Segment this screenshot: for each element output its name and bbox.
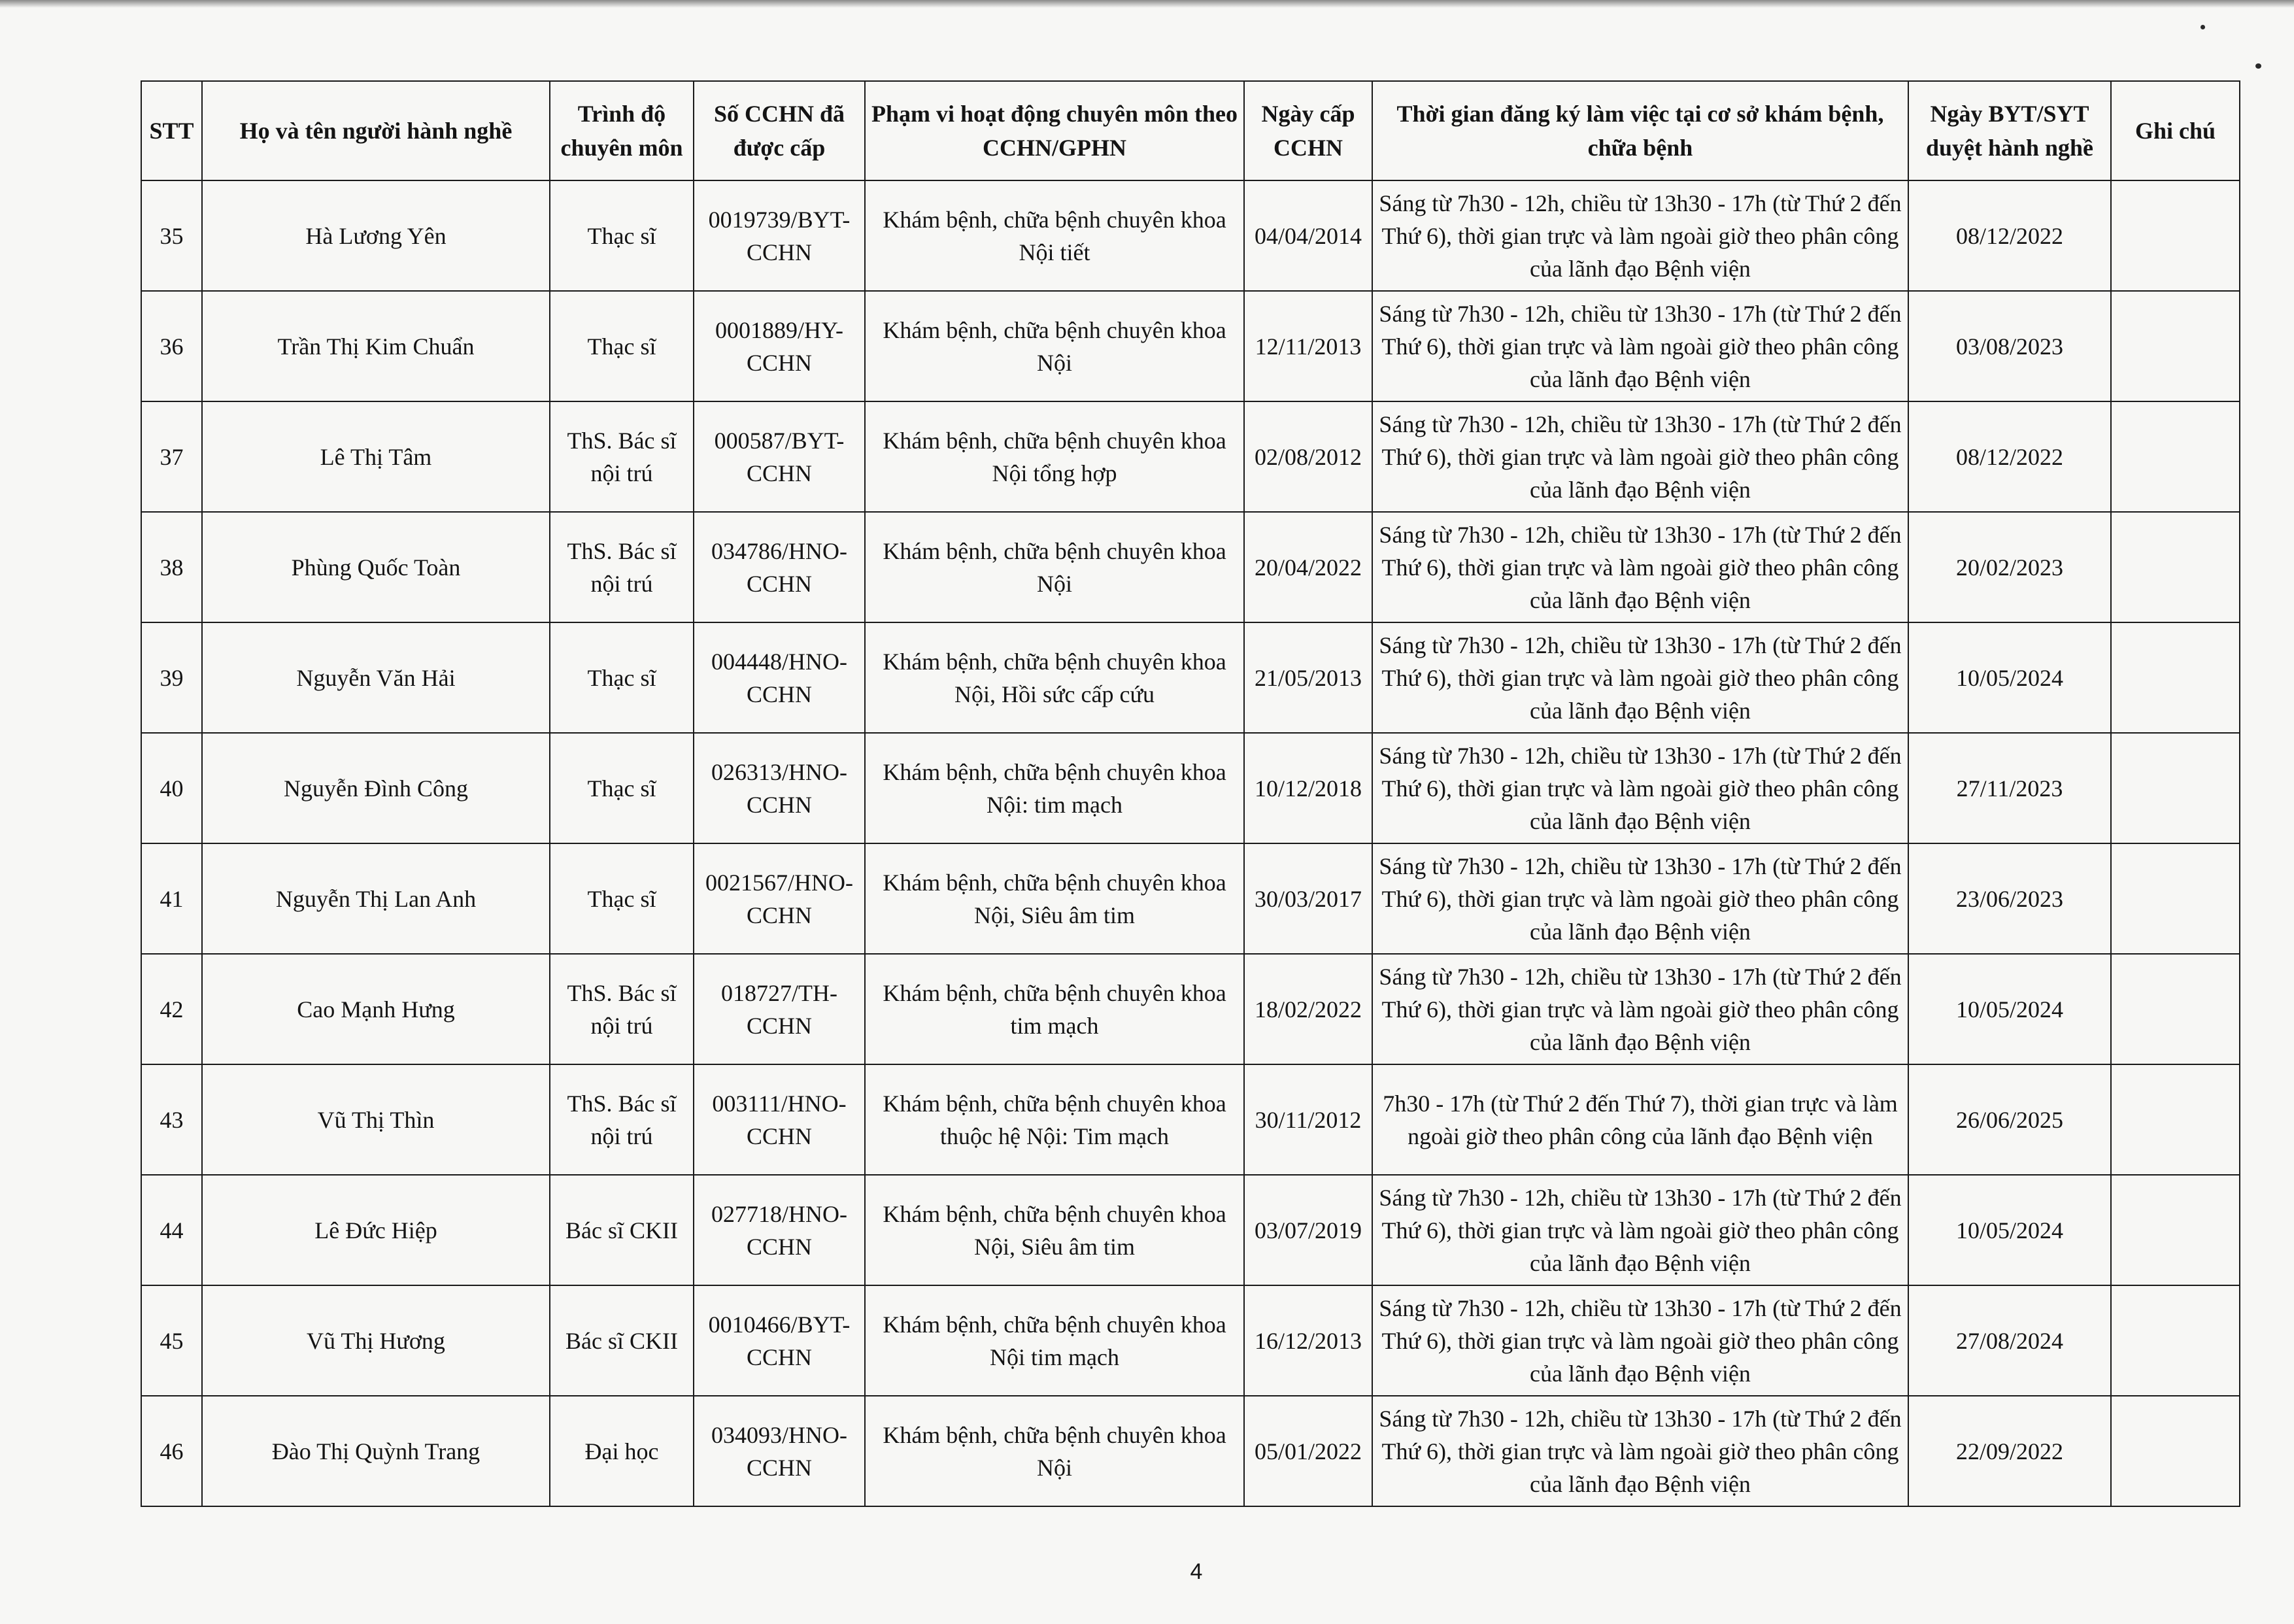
cell-issue-date: 20/04/2022 bbox=[1244, 512, 1372, 622]
cell-name: Nguyễn Thị Lan Anh bbox=[202, 843, 550, 954]
table-row bbox=[141, 1285, 2240, 1396]
cell-qualification: ThS. Bác sĩ nội trú bbox=[550, 401, 694, 512]
cell-scope: Khám bệnh, chữa bệnh chuyên khoa Nội tiết bbox=[865, 180, 1244, 291]
cell-stt: 43 bbox=[141, 1064, 202, 1175]
cell-scope: Khám bệnh, chữa bệnh chuyên khoa Nội, Siêu âm tim bbox=[865, 843, 1244, 954]
cell-qualification: Thạc sĩ bbox=[550, 291, 694, 401]
cell-approval: 03/08/2023 bbox=[1908, 291, 2111, 401]
cell-qualification: ThS. Bác sĩ nội trú bbox=[550, 512, 694, 622]
cell-issue-date: 03/07/2019 bbox=[1244, 1175, 1372, 1285]
cell-issue-date: 02/08/2012 bbox=[1244, 401, 1372, 512]
cell-issue-date: 10/12/2018 bbox=[1244, 733, 1372, 843]
cell-qualification: Thạc sĩ bbox=[550, 843, 694, 954]
cell-stt: 44 bbox=[141, 1175, 202, 1285]
cell-issue-date: 05/01/2022 bbox=[1244, 1396, 1372, 1506]
cell-issue-date: 30/03/2017 bbox=[1244, 843, 1372, 954]
table-row bbox=[141, 512, 2240, 622]
cell-stt: 45 bbox=[141, 1285, 202, 1396]
cell-note bbox=[2111, 954, 2240, 1064]
cell-approval: 10/05/2024 bbox=[1908, 1175, 2111, 1285]
cell-stt: 35 bbox=[141, 180, 202, 291]
cell-name: Vũ Thị Hương bbox=[202, 1285, 550, 1396]
cell-schedule: Sáng từ 7h30 - 12h, chiều từ 13h30 - 17h (từ Thứ 2 đến Thứ 6), thời gian trực và làm ngoài giờ theo phân công của lãnh đạo Bệnh viện bbox=[1372, 622, 1908, 733]
cell-name: Đào Thị Quỳnh Trang bbox=[202, 1396, 550, 1506]
cell-schedule: Sáng từ 7h30 - 12h, chiều từ 13h30 - 17h (từ Thứ 2 đến Thứ 6), thời gian trực và làm ngoài giờ theo phân công của lãnh đạo Bệnh viện bbox=[1372, 1396, 1908, 1506]
cell-license: 0010466/BYT-CCHN bbox=[694, 1285, 865, 1396]
cell-approval: 10/05/2024 bbox=[1908, 622, 2111, 733]
cell-note bbox=[2111, 1175, 2240, 1285]
cell-schedule: Sáng từ 7h30 - 12h, chiều từ 13h30 - 17h (từ Thứ 2 đến Thứ 6), thời gian trực và làm ngoài giờ theo phân công của lãnh đạo Bệnh viện bbox=[1372, 1175, 1908, 1285]
cell-name: Phùng Quốc Toàn bbox=[202, 512, 550, 622]
cell-issue-date: 30/11/2012 bbox=[1244, 1064, 1372, 1175]
cell-issue-date: 16/12/2013 bbox=[1244, 1285, 1372, 1396]
cell-qualification: ThS. Bác sĩ nội trú bbox=[550, 1064, 694, 1175]
header-scope: Phạm vi hoạt động chuyên môn theo CCHN/GPHN bbox=[865, 81, 1244, 180]
cell-schedule: Sáng từ 7h30 - 12h, chiều từ 13h30 - 17h (từ Thứ 2 đến Thứ 6), thời gian trực và làm ngoài giờ theo phân công của lãnh đạo Bệnh viện bbox=[1372, 843, 1908, 954]
cell-license: 003111/HNO-CCHN bbox=[694, 1064, 865, 1175]
cell-name: Trần Thị Kim Chuẩn bbox=[202, 291, 550, 401]
page-number: 4 bbox=[1190, 1559, 1203, 1584]
practitioners-table bbox=[141, 80, 2240, 1507]
cell-issue-date: 12/11/2013 bbox=[1244, 291, 1372, 401]
cell-name: Hà Lương Yên bbox=[202, 180, 550, 291]
cell-schedule: Sáng từ 7h30 - 12h, chiều từ 13h30 - 17h (từ Thứ 2 đến Thứ 6), thời gian trực và làm ngoài giờ theo phân công của lãnh đạo Bệnh viện bbox=[1372, 512, 1908, 622]
cell-qualification: Thạc sĩ bbox=[550, 180, 694, 291]
scan-speck bbox=[2201, 25, 2205, 29]
cell-license: 034786/HNO-CCHN bbox=[694, 512, 865, 622]
cell-qualification: Bác sĩ CKII bbox=[550, 1285, 694, 1396]
cell-stt: 37 bbox=[141, 401, 202, 512]
scan-speck bbox=[2255, 63, 2261, 69]
cell-qualification: ThS. Bác sĩ nội trú bbox=[550, 954, 694, 1064]
cell-approval: 26/06/2025 bbox=[1908, 1064, 2111, 1175]
cell-note bbox=[2111, 1396, 2240, 1506]
cell-license: 0019739/BYT-CCHN bbox=[694, 180, 865, 291]
header-approval: Ngày BYT/SYT duyệt hành nghề bbox=[1908, 81, 2111, 180]
table-row bbox=[141, 843, 2240, 954]
header-row bbox=[141, 81, 2240, 180]
header-schedule: Thời gian đăng ký làm việc tại cơ sở khám bệnh, chữa bệnh bbox=[1372, 81, 1908, 180]
cell-name: Nguyễn Đình Công bbox=[202, 733, 550, 843]
cell-schedule: Sáng từ 7h30 - 12h, chiều từ 13h30 - 17h (từ Thứ 2 đến Thứ 6), thời gian trực và làm ngoài giờ theo phân công của lãnh đạo Bệnh viện bbox=[1372, 954, 1908, 1064]
cell-name: Lê Đức Hiệp bbox=[202, 1175, 550, 1285]
cell-note bbox=[2111, 622, 2240, 733]
table-row bbox=[141, 180, 2240, 291]
cell-approval: 08/12/2022 bbox=[1908, 180, 2111, 291]
table-row bbox=[141, 291, 2240, 401]
cell-scope: Khám bệnh, chữa bệnh chuyên khoa Nội, Hồi sức cấp cứu bbox=[865, 622, 1244, 733]
cell-qualification: Thạc sĩ bbox=[550, 733, 694, 843]
table-row bbox=[141, 1175, 2240, 1285]
cell-stt: 39 bbox=[141, 622, 202, 733]
cell-schedule: 7h30 - 17h (từ Thứ 2 đến Thứ 7), thời gian trực và làm ngoài giờ theo phân công của lãnh đạo Bệnh viện bbox=[1372, 1064, 1908, 1175]
cell-stt: 46 bbox=[141, 1396, 202, 1506]
header-license: Số CCHN đã được cấp bbox=[694, 81, 865, 180]
cell-note bbox=[2111, 843, 2240, 954]
cell-approval: 22/09/2022 bbox=[1908, 1396, 2111, 1506]
cell-scope: Khám bệnh, chữa bệnh chuyên khoa thuộc hệ Nội: Tim mạch bbox=[865, 1064, 1244, 1175]
header-issue-date: Ngày cấp CCHN bbox=[1244, 81, 1372, 180]
cell-note bbox=[2111, 733, 2240, 843]
cell-note bbox=[2111, 180, 2240, 291]
cell-note bbox=[2111, 512, 2240, 622]
cell-issue-date: 04/04/2014 bbox=[1244, 180, 1372, 291]
cell-note bbox=[2111, 401, 2240, 512]
cell-name: Vũ Thị Thìn bbox=[202, 1064, 550, 1175]
cell-qualification: Thạc sĩ bbox=[550, 622, 694, 733]
header-name: Họ và tên người hành nghề bbox=[202, 81, 550, 180]
cell-license: 018727/TH-CCHN bbox=[694, 954, 865, 1064]
cell-license: 027718/HNO-CCHN bbox=[694, 1175, 865, 1285]
cell-approval: 08/12/2022 bbox=[1908, 401, 2111, 512]
table-row bbox=[141, 1396, 2240, 1506]
cell-stt: 40 bbox=[141, 733, 202, 843]
cell-stt: 38 bbox=[141, 512, 202, 622]
cell-approval: 23/06/2023 bbox=[1908, 843, 2111, 954]
cell-schedule: Sáng từ 7h30 - 12h, chiều từ 13h30 - 17h (từ Thứ 2 đến Thứ 6), thời gian trực và làm ngoài giờ theo phân công của lãnh đạo Bệnh viện bbox=[1372, 401, 1908, 512]
cell-name: Nguyễn Văn Hải bbox=[202, 622, 550, 733]
cell-schedule: Sáng từ 7h30 - 12h, chiều từ 13h30 - 17h (từ Thứ 2 đến Thứ 6), thời gian trực và làm ngoài giờ theo phân công của lãnh đạo Bệnh viện bbox=[1372, 1285, 1908, 1396]
cell-license: 004448/HNO-CCHN bbox=[694, 622, 865, 733]
table-row bbox=[141, 733, 2240, 843]
table-row bbox=[141, 622, 2240, 733]
cell-name: Cao Mạnh Hưng bbox=[202, 954, 550, 1064]
cell-schedule: Sáng từ 7h30 - 12h, chiều từ 13h30 - 17h (từ Thứ 2 đến Thứ 6), thời gian trực và làm ngoài giờ theo phân công của lãnh đạo Bệnh viện bbox=[1372, 180, 1908, 291]
cell-scope: Khám bệnh, chữa bệnh chuyên khoa Nội bbox=[865, 1396, 1244, 1506]
cell-scope: Khám bệnh, chữa bệnh chuyên khoa Nội bbox=[865, 512, 1244, 622]
cell-qualification: Bác sĩ CKII bbox=[550, 1175, 694, 1285]
cell-qualification: Đại học bbox=[550, 1396, 694, 1506]
cell-scope: Khám bệnh, chữa bệnh chuyên khoa Nội tổng hợp bbox=[865, 401, 1244, 512]
cell-license: 0001889/HY-CCHN bbox=[694, 291, 865, 401]
cell-scope: Khám bệnh, chữa bệnh chuyên khoa Nội: tim mạch bbox=[865, 733, 1244, 843]
cell-license: 026313/HNO-CCHN bbox=[694, 733, 865, 843]
cell-license: 000587/BYT-CCHN bbox=[694, 401, 865, 512]
cell-scope: Khám bệnh, chữa bệnh chuyên khoa Nội bbox=[865, 291, 1244, 401]
cell-note bbox=[2111, 1064, 2240, 1175]
cell-license: 0021567/HNO-CCHN bbox=[694, 843, 865, 954]
header-note: Ghi chú bbox=[2111, 81, 2240, 180]
cell-scope: Khám bệnh, chữa bệnh chuyên khoa Nội, Siêu âm tim bbox=[865, 1175, 1244, 1285]
cell-schedule: Sáng từ 7h30 - 12h, chiều từ 13h30 - 17h (từ Thứ 2 đến Thứ 6), thời gian trực và làm ngoài giờ theo phân công của lãnh đạo Bệnh viện bbox=[1372, 291, 1908, 401]
cell-approval: 20/02/2023 bbox=[1908, 512, 2111, 622]
cell-note bbox=[2111, 1285, 2240, 1396]
cell-license: 034093/HNO-CCHN bbox=[694, 1396, 865, 1506]
cell-name: Lê Thị Tâm bbox=[202, 401, 550, 512]
cell-schedule: Sáng từ 7h30 - 12h, chiều từ 13h30 - 17h (từ Thứ 2 đến Thứ 6), thời gian trực và làm ngoài giờ theo phân công của lãnh đạo Bệnh viện bbox=[1372, 733, 1908, 843]
header-stt: STT bbox=[141, 81, 202, 180]
cell-note bbox=[2111, 291, 2240, 401]
cell-approval: 27/08/2024 bbox=[1908, 1285, 2111, 1396]
cell-stt: 36 bbox=[141, 291, 202, 401]
cell-approval: 10/05/2024 bbox=[1908, 954, 2111, 1064]
cell-approval: 27/11/2023 bbox=[1908, 733, 2111, 843]
cell-stt: 42 bbox=[141, 954, 202, 1064]
table-row bbox=[141, 1064, 2240, 1175]
table-row bbox=[141, 954, 2240, 1064]
cell-scope: Khám bệnh, chữa bệnh chuyên khoa Nội tim mạch bbox=[865, 1285, 1244, 1396]
table-row bbox=[141, 401, 2240, 512]
cell-scope: Khám bệnh, chữa bệnh chuyên khoa tim mạch bbox=[865, 954, 1244, 1064]
scan-edge-shadow bbox=[0, 0, 2294, 8]
cell-issue-date: 21/05/2013 bbox=[1244, 622, 1372, 733]
cell-issue-date: 18/02/2022 bbox=[1244, 954, 1372, 1064]
header-qualification: Trình độ chuyên môn bbox=[550, 81, 694, 180]
cell-stt: 41 bbox=[141, 843, 202, 954]
